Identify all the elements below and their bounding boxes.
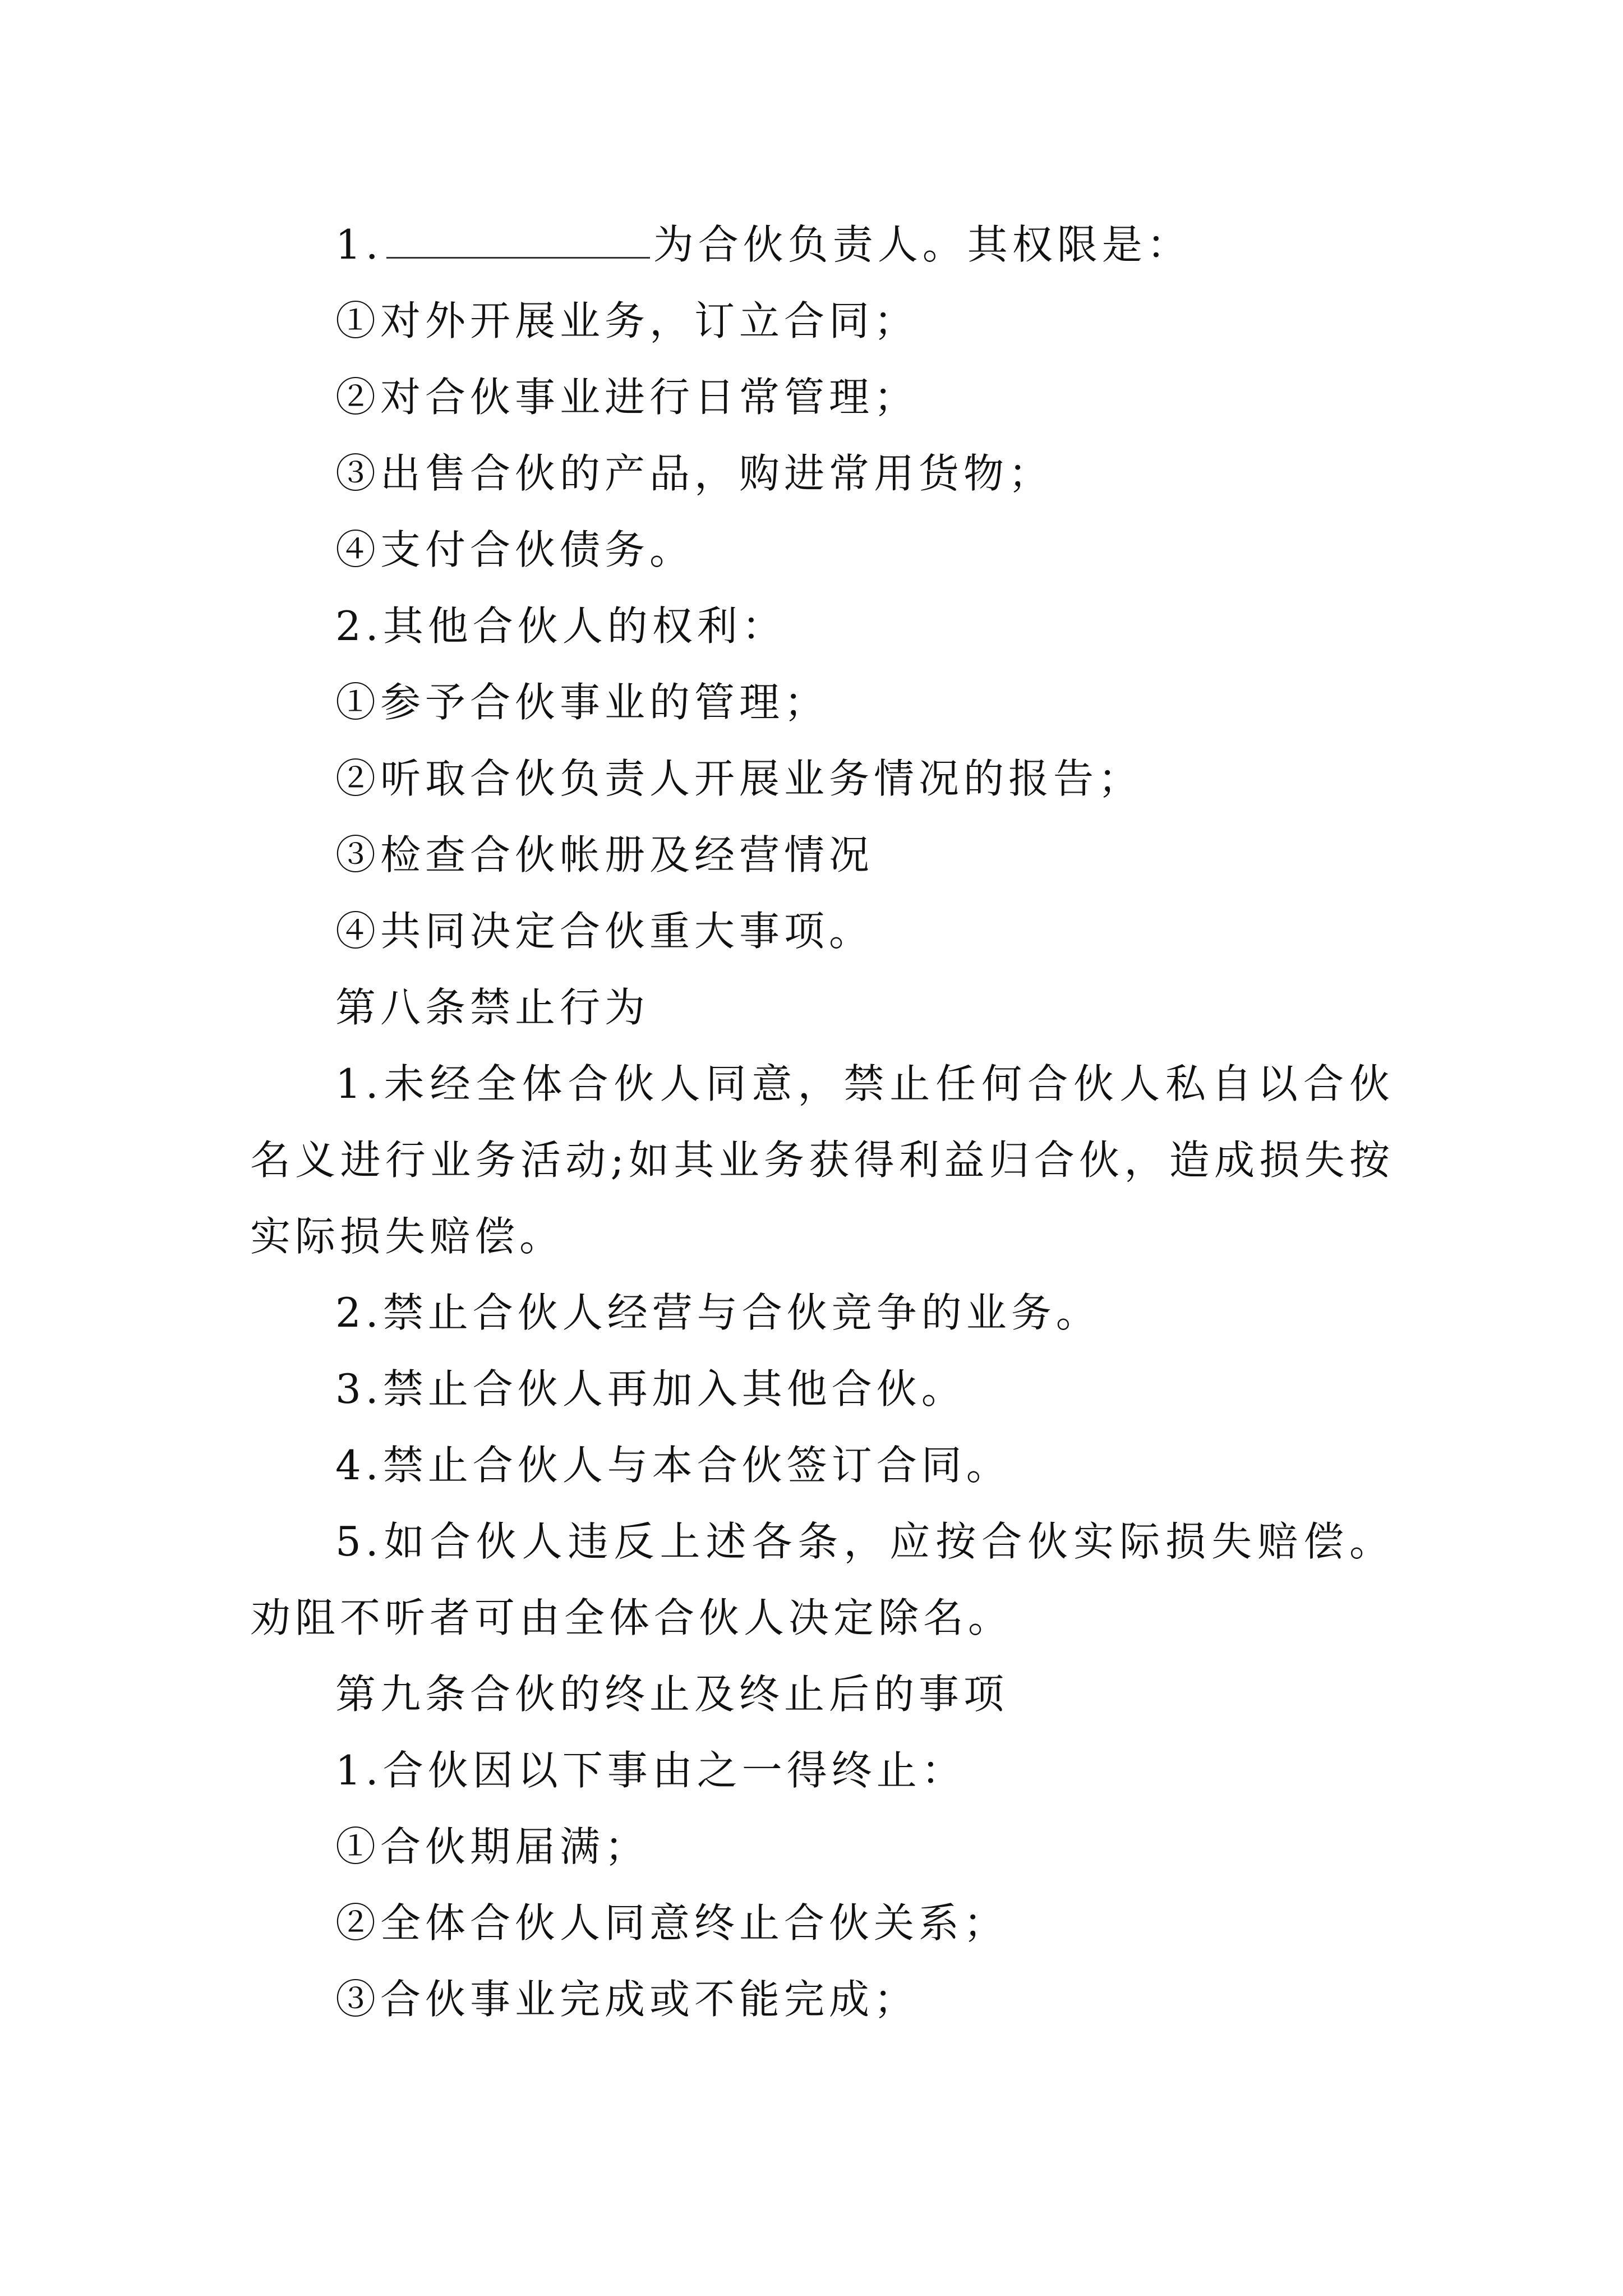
paragraph-prefix: 1.	[335, 221, 383, 268]
paragraph: 4.禁止合伙人与本合伙签订合同。	[335, 1442, 1011, 1489]
paragraph: ④支付合伙债务。	[335, 526, 695, 573]
document-body	[250, 206, 1394, 2037]
paragraph: 3.禁止合伙人再加入其他合伙。	[335, 1365, 966, 1412]
paragraph: ①合伙期届满；	[335, 1823, 650, 1870]
paragraph-responsible-partner	[250, 206, 1394, 283]
paragraph: ③检查合伙帐册及经营情况	[335, 831, 874, 878]
paragraph: 5.如合伙人违反上述各条，应按合伙实际损失赔偿。劝阻不听者可由全体合伙人决定除名。	[250, 1518, 1394, 1641]
paragraph: 2.其他合伙人的权利：	[335, 602, 787, 650]
paragraph: ②全体合伙人同意终止合伙关系；	[335, 1899, 1009, 1947]
paragraph-text: 为合伙负责人。其权限是：	[653, 221, 1192, 268]
paragraph: ①参予合伙事业的管理；	[335, 679, 829, 726]
section-heading: 第九条合伙的终止及终止后的事项	[335, 1671, 1009, 1718]
paragraph: 2.禁止合伙人经营与合伙竞争的业务。	[335, 1289, 1101, 1336]
paragraph: ③出售合伙的产品，购进常用货物；	[335, 450, 1054, 497]
paragraph: 1.合伙因以下事由之一得终止：	[335, 1747, 966, 1794]
paragraph: ①对外开展业务，订立合同；	[335, 297, 919, 344]
paragraph: ④共同决定合伙重大事项。	[335, 908, 874, 955]
paragraph: 1.未经全体合伙人同意，禁止任何合伙人私自以合伙名义进行业务活动;如其业务获得利益归合伙，造成损失按实际损失赔偿。	[250, 1060, 1394, 1260]
section-heading: 第八条禁止行为	[335, 984, 650, 1031]
fill-in-blank[interactable]	[386, 223, 650, 259]
paragraph: ③合伙事业完成或不能完成；	[335, 1976, 919, 2023]
paragraph: ②对合伙事业进行日常管理；	[335, 374, 919, 421]
paragraph: ②听取合伙负责人开展业务情况的报告；	[335, 755, 1144, 802]
